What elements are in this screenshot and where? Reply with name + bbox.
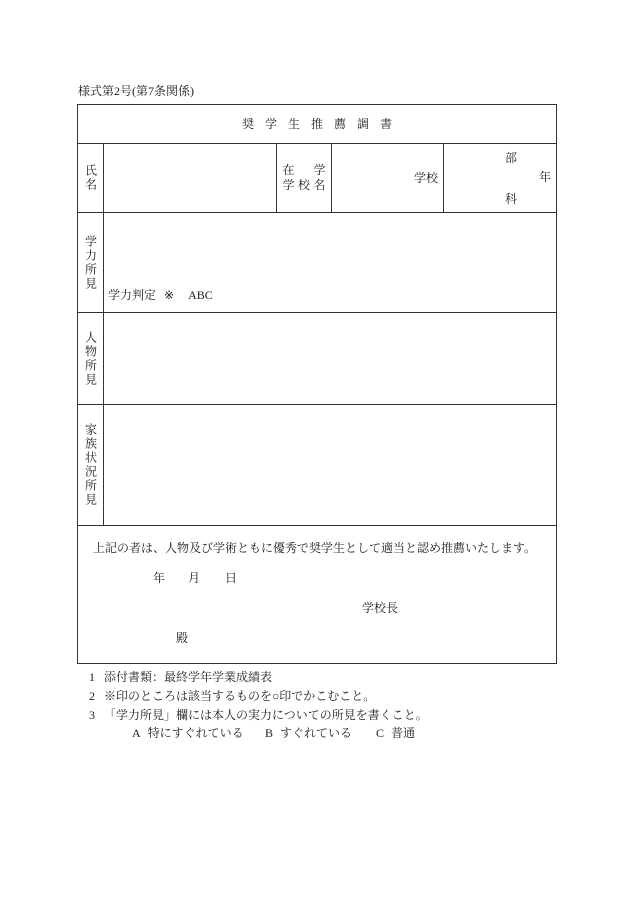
family-situation-label-cell [78, 405, 104, 526]
recommendation-table [77, 104, 557, 664]
department-label: 部 [505, 151, 518, 165]
rating-label: 普通 [391, 725, 416, 740]
note-number: 1 [89, 669, 95, 684]
rating-label: 特にすぐれている [147, 725, 244, 740]
principal-label: 学校長 [362, 601, 399, 615]
rating-option [265, 723, 352, 742]
school-name-label-line1: 在学 [282, 163, 345, 177]
course-label: 科 [505, 192, 518, 206]
date-day-label: 日 [225, 571, 238, 585]
recommendation-cell [78, 526, 556, 663]
academic-judgement-label: 学力判定 [108, 288, 157, 302]
department-grade-field[interactable] [444, 144, 556, 213]
academic-assessment-label-cell [78, 213, 104, 313]
character-assessment-label-cell [78, 313, 104, 405]
form-title: 奨学生推薦調書 [241, 117, 403, 131]
school-name-label-line2: 学校名 [282, 178, 329, 192]
school-suffix-label: 学校 [413, 171, 438, 185]
academic-assessment-field[interactable] [104, 213, 556, 313]
family-situation-field[interactable] [104, 405, 556, 526]
note-number: 2 [89, 688, 95, 703]
rating-option [376, 723, 415, 742]
family-situation-label: 家族状況所見 [83, 423, 98, 507]
rating-label: すぐれている [280, 725, 353, 740]
name-label-cell [78, 144, 104, 213]
form-number-label: 様式第2号(第7条関係) [78, 84, 194, 98]
rating-scale [132, 723, 432, 742]
school-name-field[interactable] [332, 144, 444, 213]
addressee-label: 殿 [176, 631, 189, 645]
character-assessment-label: 人物所見 [83, 330, 98, 387]
name-field[interactable] [104, 144, 277, 213]
academic-judgement [108, 289, 213, 301]
academic-judgement-mark: ※ [164, 288, 175, 302]
note-text: 添付書類：最終学年学業成績表 [104, 669, 273, 684]
recommendation-statement: 上記の者は、人物及び学術ともに優秀で奨学生として適当と認め推薦いたします。 [93, 541, 537, 555]
academic-judgement-options: ABC [188, 288, 213, 302]
title-cell [78, 105, 556, 144]
rating-key: B [265, 725, 274, 740]
date-year-label: 年 [153, 571, 166, 585]
notes-list [89, 667, 428, 724]
rating-key: C [376, 725, 385, 740]
note-text: ※印のところは該当するものを○印でかこむこと。 [104, 688, 376, 703]
note-item [89, 667, 428, 686]
rating-option [132, 723, 244, 742]
date-month-label: 月 [188, 571, 201, 585]
rating-key: A [132, 725, 141, 740]
character-assessment-field[interactable] [104, 313, 556, 405]
note-item [89, 705, 428, 724]
note-text: 「学力所見」欄には本人の実力についての所見を書くこと。 [104, 707, 428, 722]
note-item [89, 686, 428, 705]
grade-label: 年 [539, 170, 552, 184]
school-name-label-cell [277, 144, 345, 213]
academic-assessment-label: 学力所見 [83, 234, 98, 291]
name-label: 氏名 [83, 164, 98, 192]
note-number: 3 [89, 707, 95, 722]
